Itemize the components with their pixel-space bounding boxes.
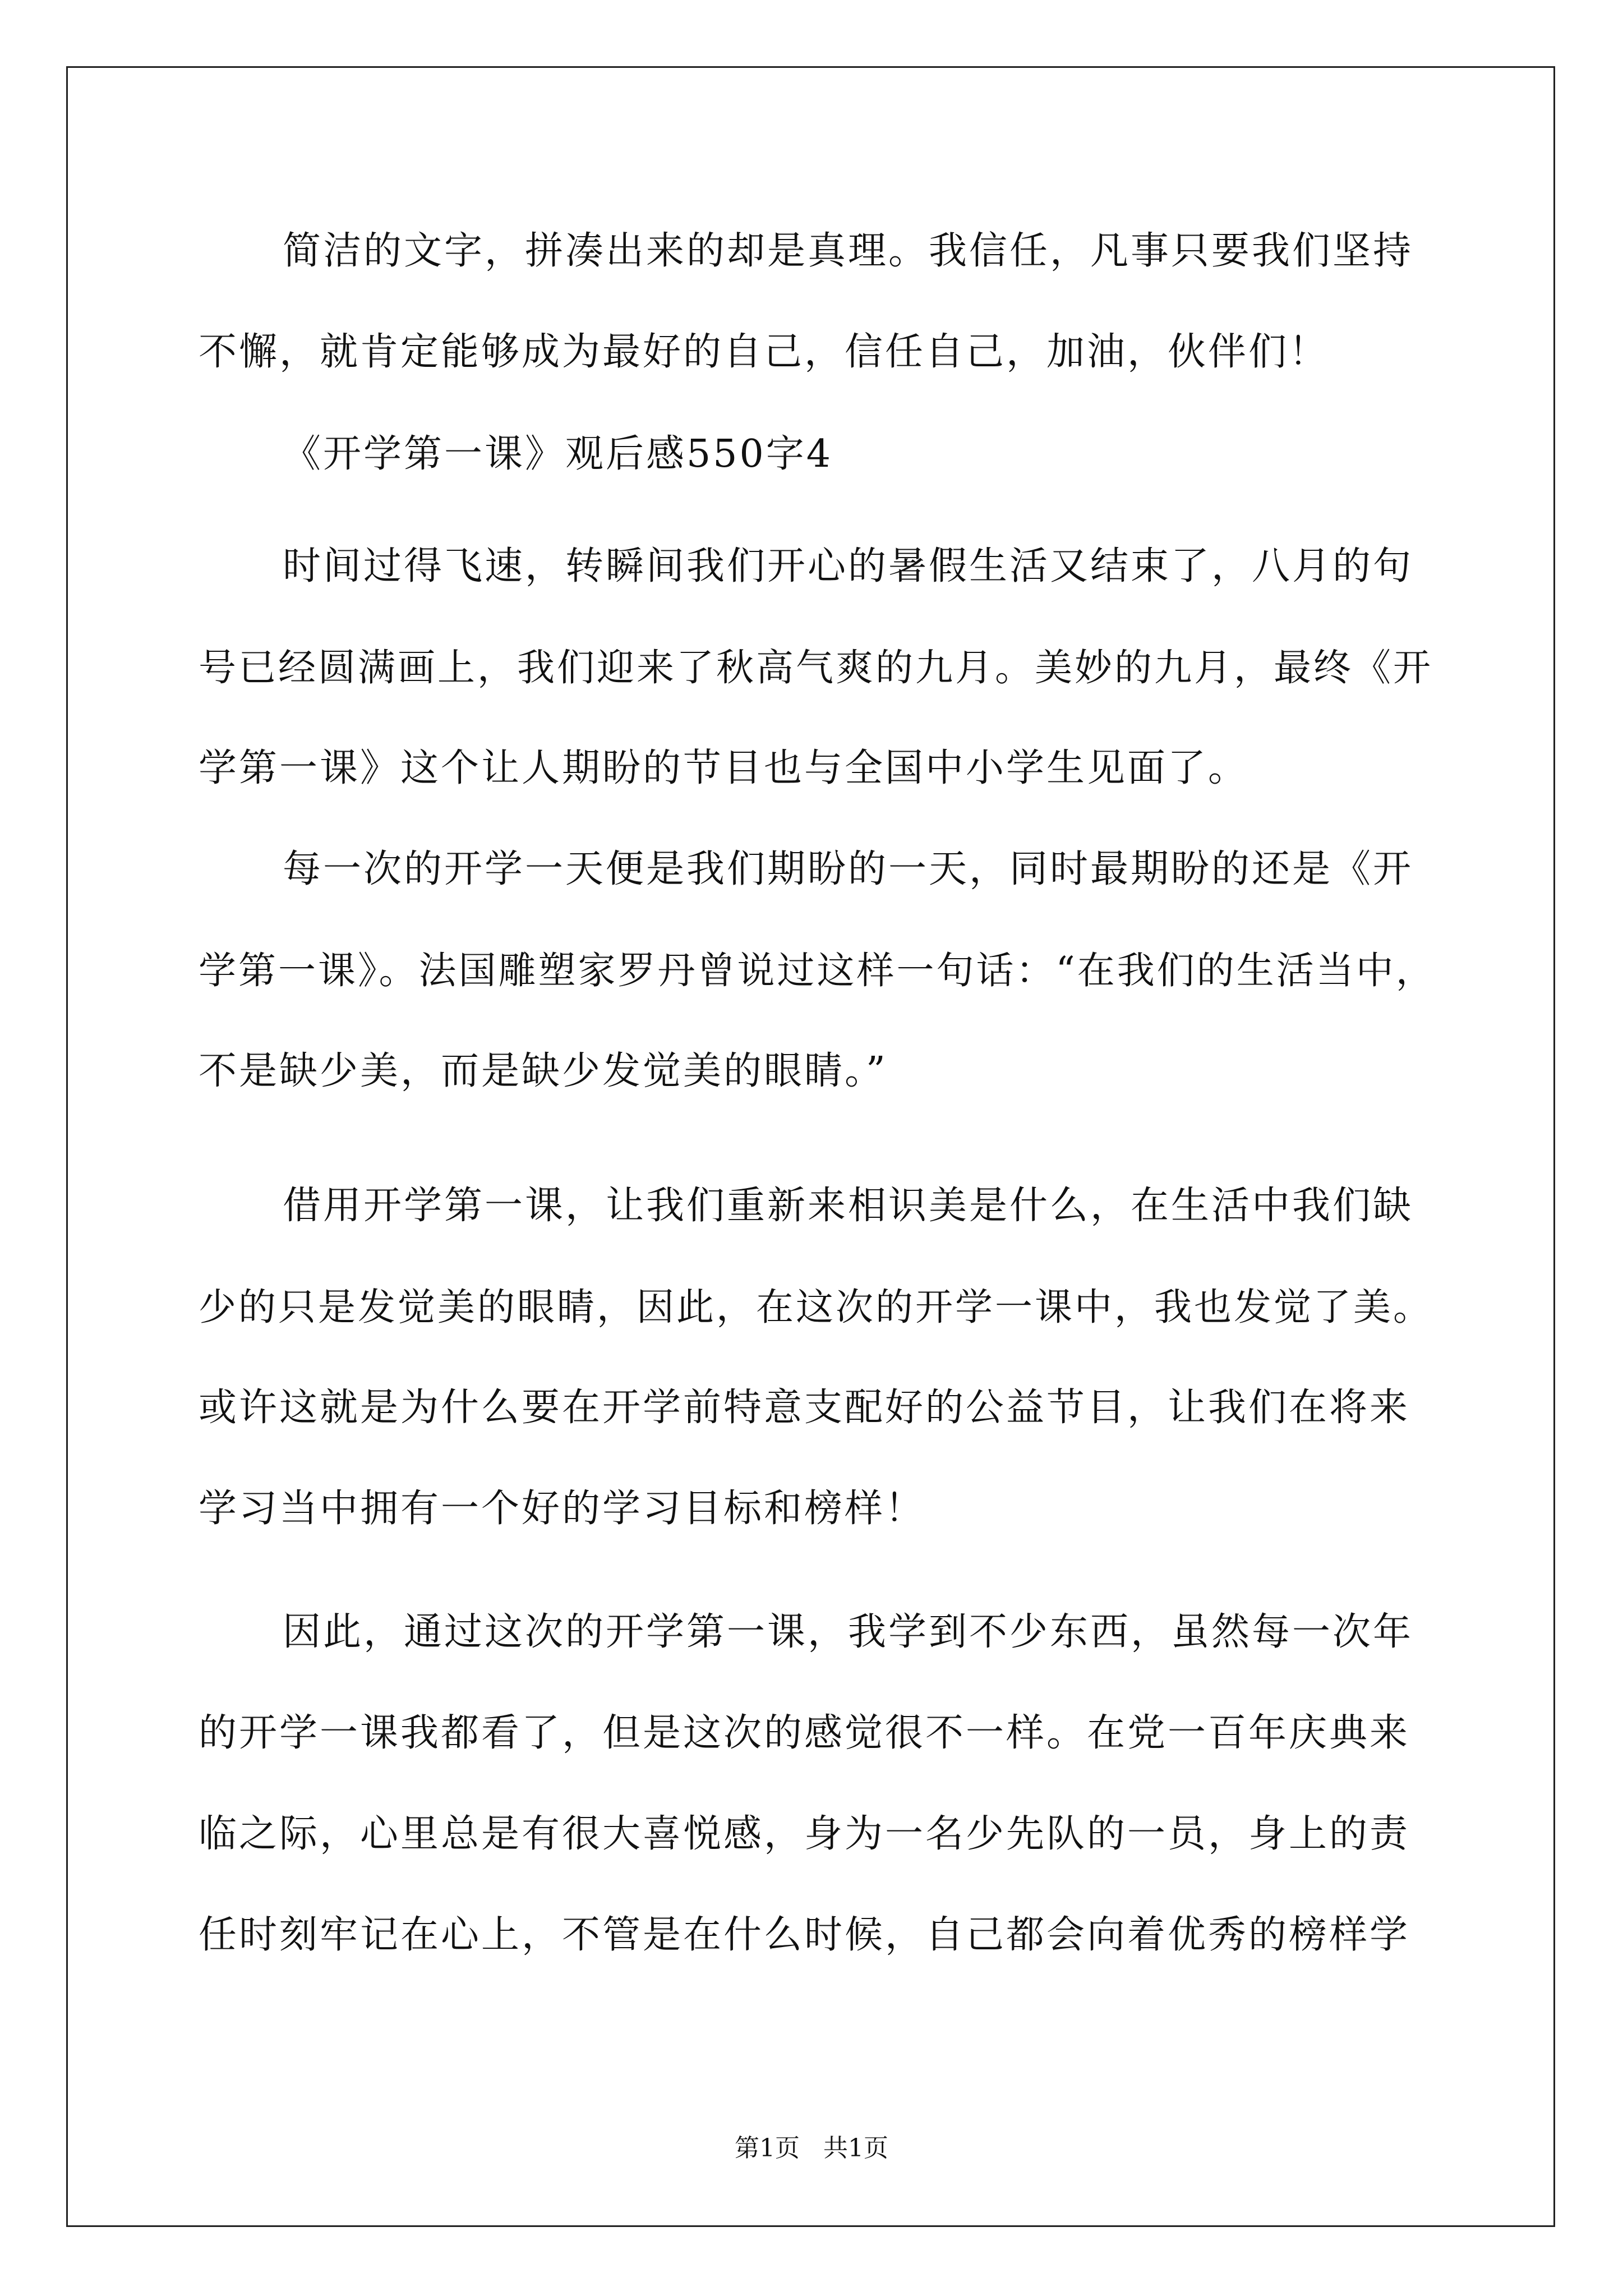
paragraph-line: 的开学一课我都看了，但是这次的感觉很不一样。在党一百年庆典来 [199, 1711, 1410, 1755]
paragraph-line: 时间过得飞速，转瞬间我们开心的暑假生活又结束了，八月的句 [283, 544, 1414, 588]
paragraph-line: 不是缺少美，而是缺少发觉美的眼睛。” [199, 1049, 888, 1093]
paragraph-line: 任时刻牢记在心上，不管是在什么时候，自己都会向着优秀的榜样学 [199, 1913, 1410, 1957]
paragraph-line: 不懈，就肯定能够成为最好的自己，信任自己，加油，伙伴们！ [199, 330, 1330, 374]
page-border [66, 66, 1555, 2227]
paragraph-line: 借用开学第一课，让我们重新来相识美是什么，在生活中我们缺 [283, 1184, 1414, 1228]
paragraph-line: 学习当中拥有一个好的学习目标和榜样！ [199, 1487, 926, 1531]
paragraph-line: 学第一课》这个让人期盼的节目也与全国中小学生见面了。 [199, 746, 1249, 790]
page-footer: 第1页 共1页 [735, 2134, 888, 2162]
paragraph-line: 每一次的开学一天便是我们期盼的一天，同时最期盼的还是《开 [283, 847, 1414, 891]
paragraph-line: 因此，通过这次的开学第一课，我学到不少东西，虽然每一次年 [283, 1610, 1414, 1654]
paragraph-line: 学第一课》。法国雕塑家罗丹曾说过这样一句话：“在我们的生活当中， [199, 949, 1436, 992]
paragraph-line: 简洁的文字，拼凑出来的却是真理。我信任，凡事只要我们坚持 [283, 229, 1414, 273]
paragraph-line: 临之际，心里总是有很大喜悦感，身为一名少先队的一员，身上的责 [199, 1812, 1410, 1856]
paragraph-line: 少的只是发觉美的眼睛，因此，在这次的开学一课中，我也发觉了美。 [199, 1285, 1433, 1329]
paragraph-line: 号已经圆满画上，我们迎来了秋高气爽的九月。美妙的九月，最终《开 [199, 646, 1433, 689]
paragraph-line: 或许这就是为什么要在开学前特意支配好的公益节目，让我们在将来 [199, 1386, 1410, 1430]
section-heading: 《开学第一课》观后感550字4 [283, 432, 833, 476]
